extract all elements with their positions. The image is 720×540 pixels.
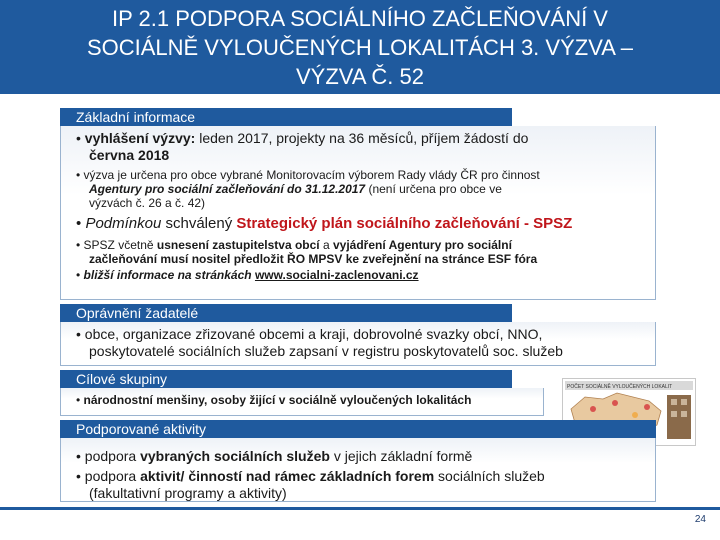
opravneni-line1: obce, organizace zřizované obcemi a kraji, dobrovolné svazky obcí, NNO, xyxy=(84,326,543,342)
section-heading-zakladni: Základní informace xyxy=(60,108,512,126)
podpora2-a: podpora xyxy=(84,468,141,484)
vyhlaseni-text: leden 2017, projekty na 36 měsíců, příjem žádostí do xyxy=(199,130,529,146)
spsz-red: Strategický plán sociálního začleňování - SPSZ xyxy=(236,215,573,232)
building-window xyxy=(681,399,687,405)
title-line-1: IP 2.1 PODPORA SOCIÁLNÍHO ZAČLEŇOVÁNÍ V xyxy=(112,6,608,31)
podpora1-c: v jejich základní formě xyxy=(329,448,473,464)
spsz-c: a xyxy=(319,238,333,252)
vyhlaseni-label: vyhlášení výzvy: xyxy=(84,130,200,146)
section-heading-opravneni: Oprávnění žadatelé xyxy=(60,304,512,322)
building-window xyxy=(671,411,677,417)
urceni-line2 xyxy=(76,182,670,196)
spsz-d: vyjádření Agentury pro sociální xyxy=(332,238,512,252)
building-window xyxy=(681,411,687,417)
map-caption: POČET SOCIÁLNĚ VYLOUČENÝCH LOKALIT xyxy=(567,384,673,390)
bullet-mark: • xyxy=(76,468,81,484)
spsz-line2: začleňování musí nositel předložit ŘO MPSV ke zveřejnění na stránce ESF fóra xyxy=(89,252,538,266)
building-window xyxy=(671,399,677,405)
urceni-agentura: Agentury pro sociální začleňování do 31.12.2017 xyxy=(89,182,366,196)
podpora2-c: sociálních služeb xyxy=(434,468,545,484)
podpora2-b: aktivit/ činností nad rámec základních forem xyxy=(140,468,435,484)
urceni-neni: (není určena pro obce ve xyxy=(365,182,502,196)
bullet-mark: • xyxy=(76,448,81,464)
urceni-line3: výzvách č. 26 a č. 42) xyxy=(89,196,206,210)
bullet-mark: • xyxy=(76,393,81,407)
section-heading-podporovane: Podporované aktivity xyxy=(60,420,656,438)
map-dot xyxy=(612,400,618,406)
bullet-blizsi xyxy=(76,268,670,282)
podpora1-a: podpora xyxy=(84,448,141,464)
section-heading-cilove: Cílové skupiny xyxy=(60,370,512,388)
urceni-line1: výzva je určena pro obce vybrané Monitorovacím výborem Rady vlády ČR pro činnost xyxy=(83,168,540,182)
page-number: 24 xyxy=(694,514,706,525)
vyhlaseni-line2: června 2018 xyxy=(89,147,170,163)
bullet-mark: • xyxy=(76,168,81,182)
podminka-text: schválený xyxy=(161,215,237,232)
spsz-a: SPSZ včetně xyxy=(83,238,157,252)
bullet-vyhlaseni xyxy=(76,130,670,164)
bullet-podminka xyxy=(76,215,670,233)
bottom-rule xyxy=(0,507,720,510)
podpora2-line2: (fakultativní programy a aktivity) xyxy=(89,485,287,501)
podminka-label: Podmínkou xyxy=(85,215,162,232)
bullet-mark: • xyxy=(76,130,81,146)
page-title xyxy=(20,4,700,91)
title-bar xyxy=(0,0,720,94)
bullet-podpora-2 xyxy=(76,468,670,502)
bullet-podpora-1 xyxy=(76,448,670,465)
opravneni-line2: poskytovatelé sociálních služeb zapsaní v registru poskytovatelů soc. služeb xyxy=(89,343,563,359)
web-link[interactable]: www.socialni-zaclenovani.cz xyxy=(254,268,419,282)
blizsi-text: bližší informace na stránkách xyxy=(83,268,255,282)
bullet-mark: • xyxy=(76,238,81,252)
bullet-mark: • xyxy=(76,326,81,342)
map-dot xyxy=(590,406,596,412)
building-photo xyxy=(667,395,691,439)
map-dot xyxy=(644,404,650,410)
title-line-3: VÝZVA Č. 52 xyxy=(296,64,424,89)
bullet-opravneni xyxy=(76,326,670,360)
map-dot xyxy=(632,412,638,418)
bullet-mark: • xyxy=(76,215,82,232)
cilove-line1: národnostní menšiny, osoby žijící v sociálně vyloučených lokalitách xyxy=(83,393,472,407)
bullet-spsz xyxy=(76,238,670,266)
bullet-mark: • xyxy=(76,268,81,282)
podpora1-b: vybraných sociálních služeb xyxy=(140,448,330,464)
spsz-b: usnesení zastupitelstva obcí xyxy=(156,238,320,252)
title-line-2: SOCIÁLNĚ VYLOUČENÝCH LOKALITÁCH 3. VÝZVA – xyxy=(86,35,634,60)
bullet-urceni xyxy=(76,168,670,210)
